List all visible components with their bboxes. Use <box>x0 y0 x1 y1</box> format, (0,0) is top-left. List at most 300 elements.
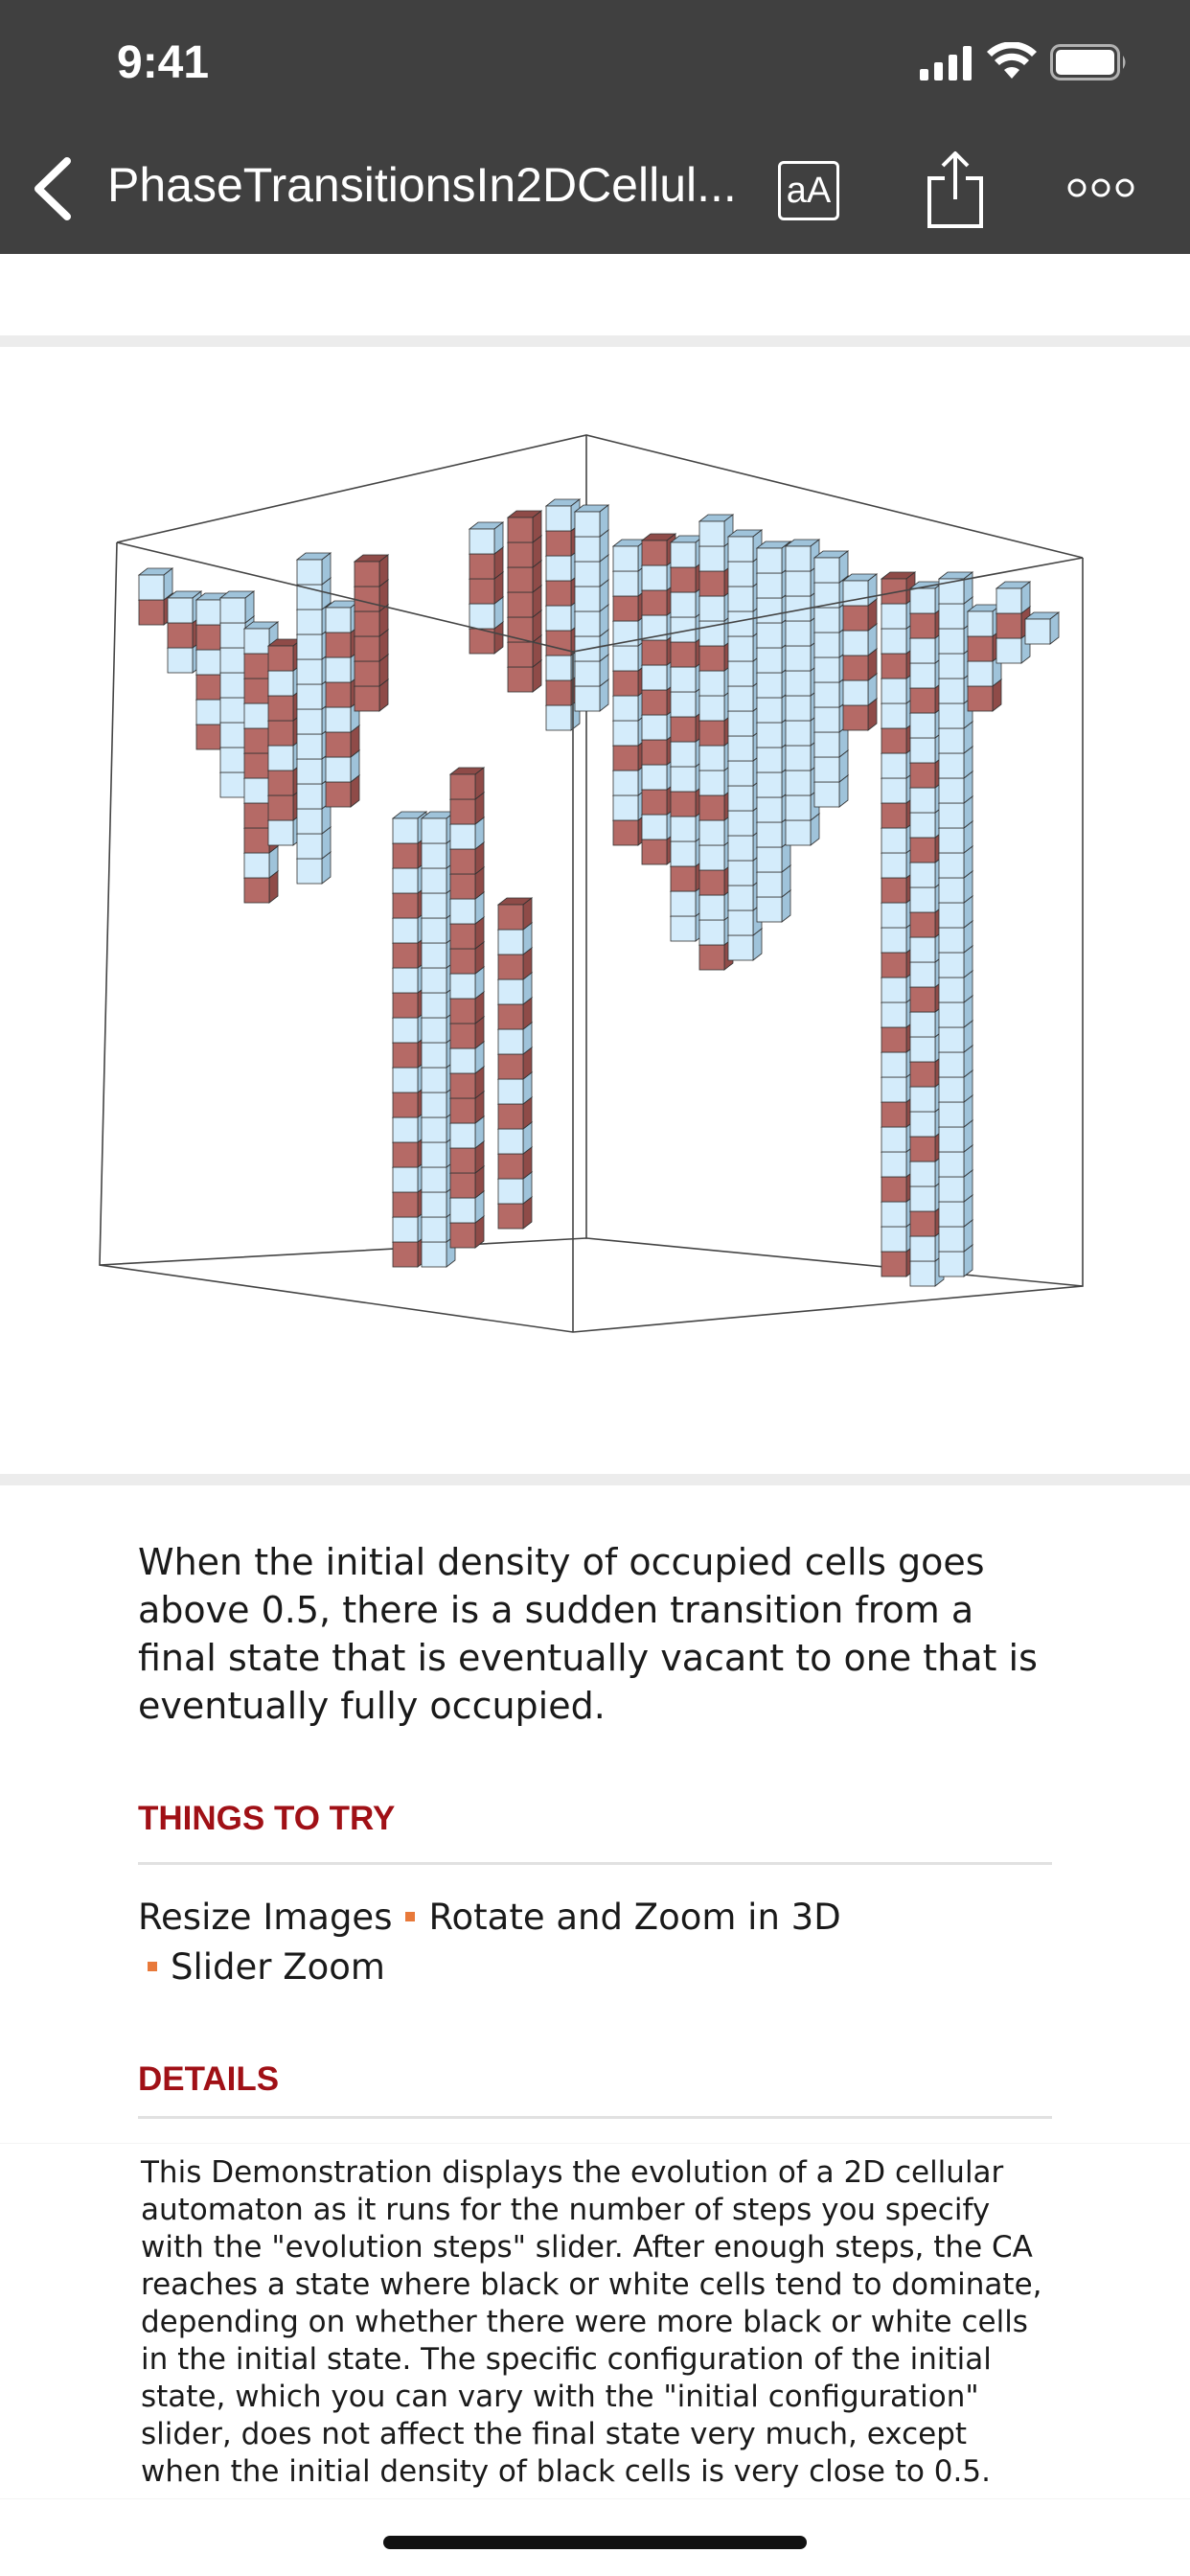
voxel <box>814 757 839 782</box>
voxel <box>881 703 906 728</box>
voxel <box>642 715 667 740</box>
voxel <box>297 684 322 709</box>
voxel <box>728 811 753 836</box>
voxel <box>699 646 724 671</box>
voxel <box>642 590 667 615</box>
voxel <box>220 772 245 797</box>
voxel <box>268 795 293 820</box>
voxel <box>508 667 533 692</box>
voxel <box>939 1102 964 1127</box>
voxel <box>393 1242 418 1267</box>
voxel <box>422 843 446 868</box>
voxel <box>757 573 782 598</box>
voxel <box>843 606 868 631</box>
voxel <box>297 834 322 859</box>
voxel <box>814 657 839 682</box>
status-time: 9:41 <box>117 37 210 88</box>
voxel <box>642 840 667 864</box>
voxel <box>575 686 600 711</box>
voxel <box>671 841 696 866</box>
voxel <box>814 608 839 632</box>
voxel <box>498 1154 523 1179</box>
voxel <box>910 813 935 838</box>
voxel <box>498 979 523 1004</box>
voxel <box>757 673 782 698</box>
voxel <box>671 866 696 891</box>
voxel <box>699 671 724 696</box>
voxel <box>498 930 523 954</box>
voxel <box>786 571 811 596</box>
voxel <box>757 648 782 673</box>
voxel <box>910 838 935 862</box>
signal-icon <box>920 46 973 80</box>
voxel <box>613 546 638 571</box>
voxel <box>393 943 418 968</box>
demonstration-graphic[interactable] <box>0 347 1190 1474</box>
section-rule <box>138 2116 1052 2119</box>
voxel <box>757 623 782 648</box>
voxel <box>244 703 269 728</box>
voxel <box>642 740 667 765</box>
voxel <box>881 753 906 778</box>
voxel <box>699 596 724 621</box>
voxel <box>613 795 638 820</box>
voxel <box>498 954 523 979</box>
voxel <box>450 1223 475 1248</box>
voxel <box>326 707 351 732</box>
voxel <box>220 723 245 748</box>
voxel <box>613 671 638 696</box>
voxel <box>910 763 935 788</box>
voxel <box>642 665 667 690</box>
voxel <box>786 820 811 845</box>
voxel <box>939 604 964 629</box>
voxel <box>881 903 906 928</box>
voxel <box>422 943 446 968</box>
voxel <box>786 721 811 746</box>
voxel <box>814 558 839 583</box>
divider <box>0 335 1190 347</box>
battery-icon <box>1050 44 1129 80</box>
voxel-3d-plot[interactable] <box>0 347 1190 1474</box>
voxel <box>939 678 964 703</box>
voxel <box>196 650 221 675</box>
voxel <box>814 732 839 757</box>
voxel <box>575 586 600 611</box>
voxel <box>498 1054 523 1079</box>
voxel <box>450 799 475 824</box>
try-link-slider-zoom[interactable]: Slider Zoom <box>171 1946 385 1988</box>
voxel <box>422 1092 446 1117</box>
voxel <box>910 962 935 987</box>
voxel <box>843 631 868 656</box>
voxel <box>508 542 533 567</box>
voxel <box>939 629 964 654</box>
voxel <box>422 818 446 843</box>
voxel <box>699 721 724 746</box>
voxel <box>671 916 696 941</box>
voxel <box>326 632 351 657</box>
voxel <box>939 953 964 978</box>
voxel <box>881 629 906 654</box>
voxel <box>671 717 696 742</box>
section-rule <box>138 1862 1052 1865</box>
text-size-label: aA <box>786 171 832 211</box>
voxel <box>355 611 379 636</box>
voxel <box>422 1217 446 1242</box>
caption-text: When the initial density of occupied cells goes above 0.5, there is a sudden transition from a final state that is eventually vacant to one that is eventually fully occupied. <box>138 1541 1038 1727</box>
voxel <box>355 562 379 586</box>
voxel <box>699 845 724 870</box>
voxel <box>642 640 667 665</box>
page-title: PhaseTransitionsIn2DCellul... <box>107 158 737 212</box>
voxel <box>910 1261 935 1286</box>
voxel <box>613 596 638 621</box>
voxel <box>220 673 245 698</box>
voxel <box>939 903 964 928</box>
voxel <box>757 772 782 797</box>
voxel <box>642 690 667 715</box>
share-icon[interactable] <box>926 150 985 230</box>
voxel <box>393 1092 418 1117</box>
voxel <box>450 1148 475 1173</box>
voxel <box>469 604 494 629</box>
voxel <box>393 868 418 893</box>
voxel <box>786 621 811 646</box>
voxel <box>642 565 667 590</box>
voxel <box>546 705 571 730</box>
voxel <box>757 698 782 723</box>
voxel <box>881 654 906 678</box>
voxel <box>843 680 868 705</box>
voxel <box>910 1186 935 1211</box>
voxel <box>355 636 379 661</box>
voxel <box>393 1068 418 1092</box>
voxel <box>728 935 753 960</box>
voxel <box>728 586 753 611</box>
voxel <box>910 987 935 1012</box>
voxel <box>546 631 571 656</box>
voxel <box>546 506 571 531</box>
voxel <box>814 707 839 732</box>
voxel <box>757 797 782 822</box>
voxel <box>244 853 269 878</box>
voxel <box>422 893 446 918</box>
voxel <box>910 937 935 962</box>
nav-bar <box>0 125 1190 254</box>
voxel <box>297 784 322 809</box>
voxel <box>939 1077 964 1102</box>
voxel <box>268 646 293 671</box>
voxel <box>881 678 906 703</box>
voxel <box>508 518 533 542</box>
voxel <box>297 634 322 659</box>
voxel <box>786 671 811 696</box>
voxel <box>393 968 418 993</box>
voxel <box>139 575 164 600</box>
voxel <box>939 753 964 778</box>
voxel <box>910 588 935 613</box>
voxel <box>393 1192 418 1217</box>
voxel <box>244 828 269 853</box>
voxel <box>881 1252 906 1276</box>
voxel <box>326 608 351 632</box>
voxel <box>699 945 724 970</box>
voxel <box>910 663 935 688</box>
voxel <box>393 1018 418 1043</box>
voxel <box>355 661 379 686</box>
voxel <box>910 1037 935 1062</box>
voxel <box>244 803 269 828</box>
voxel <box>139 600 164 625</box>
voxel <box>613 820 638 845</box>
voxel <box>498 1004 523 1029</box>
voxel <box>881 1127 906 1152</box>
voxel <box>546 556 571 581</box>
voxel <box>814 682 839 707</box>
voxel <box>881 1027 906 1052</box>
voxel <box>422 1142 446 1167</box>
voxel <box>728 910 753 935</box>
voxel <box>939 703 964 728</box>
voxel <box>268 696 293 721</box>
voxel <box>196 700 221 724</box>
voxel <box>968 636 993 661</box>
voxel <box>508 567 533 592</box>
voxel <box>393 1142 418 1167</box>
voxel <box>939 654 964 678</box>
try-link-resize-images[interactable]: Resize Images <box>138 1897 393 1938</box>
voxel <box>699 696 724 721</box>
voxel <box>671 891 696 916</box>
voxel <box>939 1202 964 1227</box>
voxel <box>939 1152 964 1177</box>
voxel <box>814 632 839 657</box>
voxel <box>910 1112 935 1137</box>
top-spacer <box>0 254 1190 335</box>
voxel <box>422 1018 446 1043</box>
voxel <box>220 698 245 723</box>
voxel <box>642 765 667 790</box>
voxel <box>613 646 638 671</box>
voxel <box>728 562 753 586</box>
voxel <box>450 849 475 874</box>
voxel <box>786 770 811 795</box>
voxel <box>671 767 696 792</box>
voxel <box>939 1002 964 1027</box>
voxel <box>939 1052 964 1077</box>
voxel <box>996 638 1021 663</box>
voxel <box>508 592 533 617</box>
voxel <box>939 778 964 803</box>
voxel <box>728 537 753 562</box>
voxel <box>393 893 418 918</box>
voxel <box>757 748 782 772</box>
voxel <box>168 623 193 648</box>
voxel <box>757 872 782 897</box>
voxel <box>268 671 293 696</box>
voxel <box>881 1202 906 1227</box>
voxel <box>939 728 964 753</box>
voxel <box>244 778 269 803</box>
voxel <box>450 999 475 1024</box>
voxel <box>939 978 964 1002</box>
voxel <box>326 682 351 707</box>
voxel <box>575 661 600 686</box>
voxel <box>422 1068 446 1092</box>
voxel <box>268 721 293 746</box>
voxel <box>671 792 696 816</box>
bullet-icon <box>148 1962 157 1971</box>
voxel <box>297 734 322 759</box>
voxel <box>422 1043 446 1068</box>
voxel <box>786 646 811 671</box>
voxel <box>220 748 245 772</box>
voxel <box>393 1043 418 1068</box>
voxel <box>546 680 571 705</box>
voxel <box>642 815 667 840</box>
voxel <box>939 1127 964 1152</box>
voxel <box>450 924 475 949</box>
text-size-button[interactable] <box>778 161 839 220</box>
voxel <box>498 1129 523 1154</box>
voxel <box>297 709 322 734</box>
back-chevron-icon[interactable] <box>29 157 77 220</box>
voxel <box>939 1027 964 1052</box>
voxel <box>671 567 696 592</box>
voxel <box>469 529 494 554</box>
voxel <box>613 696 638 721</box>
voxel <box>728 786 753 811</box>
divider <box>0 1474 1190 1485</box>
voxel <box>699 895 724 920</box>
voxel <box>326 757 351 782</box>
voxel <box>393 1117 418 1142</box>
voxel <box>910 1012 935 1037</box>
voxel <box>450 899 475 924</box>
voxel <box>699 746 724 770</box>
voxel <box>422 868 446 893</box>
voxel <box>843 656 868 680</box>
voxel <box>910 1236 935 1261</box>
voxel <box>728 661 753 686</box>
voxel <box>757 548 782 573</box>
voxel <box>613 746 638 770</box>
things-to-try-list <box>138 1893 1048 1992</box>
voxel <box>996 588 1021 613</box>
voxel <box>728 836 753 861</box>
wifi-icon <box>987 42 1037 80</box>
more-icon[interactable] <box>1067 176 1134 199</box>
voxel <box>326 782 351 807</box>
voxel <box>498 1079 523 1104</box>
voxel <box>728 711 753 736</box>
home-indicator[interactable] <box>383 2536 807 2549</box>
voxel <box>881 1177 906 1202</box>
voxel <box>910 713 935 738</box>
voxel <box>881 1077 906 1102</box>
voxel <box>910 912 935 937</box>
voxel <box>728 636 753 661</box>
voxel <box>968 661 993 686</box>
voxel <box>699 820 724 845</box>
voxel <box>728 861 753 886</box>
voxel <box>881 928 906 953</box>
voxel <box>422 1192 446 1217</box>
voxel <box>498 1104 523 1129</box>
voxel <box>939 1177 964 1202</box>
voxel <box>450 1098 475 1123</box>
voxel <box>244 753 269 778</box>
voxel <box>498 1179 523 1204</box>
voxel <box>196 724 221 749</box>
voxel <box>671 592 696 617</box>
voxel <box>393 843 418 868</box>
voxel <box>196 600 221 625</box>
voxel <box>939 1227 964 1252</box>
voxel <box>699 795 724 820</box>
voxel <box>450 1173 475 1198</box>
voxel <box>939 803 964 828</box>
voxel <box>728 761 753 786</box>
voxel <box>422 1117 446 1142</box>
voxel <box>910 638 935 663</box>
voxel <box>469 579 494 604</box>
voxel <box>196 625 221 650</box>
voxel <box>910 1162 935 1186</box>
voxel <box>671 742 696 767</box>
details-heading: DETAILS <box>138 2060 280 2098</box>
voxel <box>575 512 600 537</box>
voxel <box>881 853 906 878</box>
voxel <box>939 928 964 953</box>
voxel <box>1025 619 1050 644</box>
voxel <box>910 1062 935 1087</box>
voxel <box>881 1102 906 1127</box>
voxel <box>728 611 753 636</box>
voxel <box>297 809 322 834</box>
voxel <box>939 1252 964 1276</box>
voxel <box>220 648 245 673</box>
things-to-try-heading: THINGS TO TRY <box>138 1800 396 1837</box>
voxel <box>968 611 993 636</box>
voxel <box>939 828 964 853</box>
voxel <box>881 878 906 903</box>
voxel <box>498 1204 523 1229</box>
voxel <box>910 1211 935 1236</box>
try-link-rotate-zoom[interactable]: Rotate and Zoom in 3D <box>428 1897 841 1938</box>
voxel <box>939 878 964 903</box>
voxel <box>910 887 935 912</box>
voxel <box>881 604 906 629</box>
voxel <box>757 822 782 847</box>
voxel <box>699 870 724 895</box>
voxel <box>244 878 269 903</box>
voxel <box>393 1217 418 1242</box>
voxel <box>757 598 782 623</box>
voxel <box>450 1073 475 1098</box>
voxel <box>939 853 964 878</box>
voxel <box>422 1167 446 1192</box>
voxel <box>393 918 418 943</box>
voxel <box>422 993 446 1018</box>
voxel <box>642 790 667 815</box>
voxel <box>881 1002 906 1027</box>
voxel <box>881 978 906 1002</box>
voxel <box>220 623 245 648</box>
voxel <box>881 953 906 978</box>
voxel <box>786 795 811 820</box>
